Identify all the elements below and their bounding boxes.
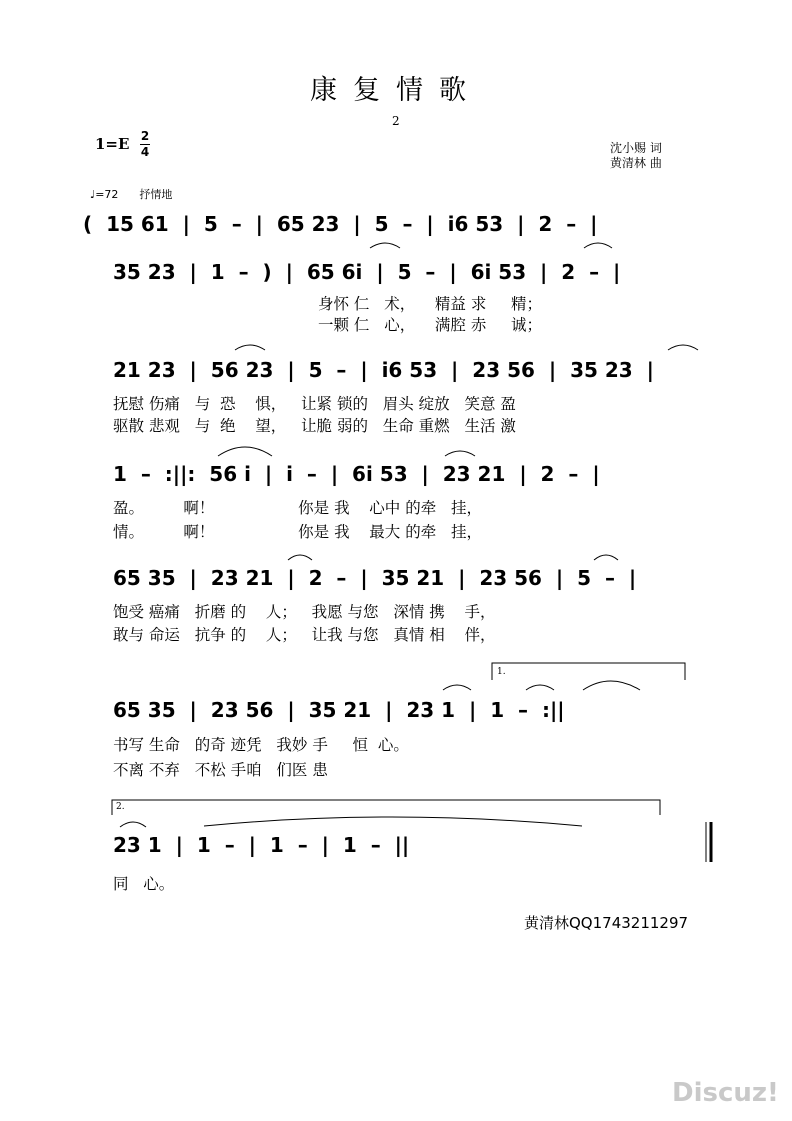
slur: [583, 681, 640, 690]
score-row-1-notes: ( 15 61 | 5 – | 65 23 | 5 – | i6 53 | 2 – |: [83, 212, 598, 236]
volta-2-label: 2.: [116, 802, 125, 812]
slur: [668, 345, 698, 350]
slur: [288, 555, 312, 560]
lyricist-credit: 沈小赐 词: [610, 141, 662, 155]
score-row-3-lyric-2: 驱散 悲观 与 绝 望， 让脆 弱的 生命 重燃 生活 激: [113, 417, 516, 435]
page-number: 2: [392, 114, 400, 128]
score-row-4-lyric-1: 盈。 啊！ 你是 我 心中 的牵 挂，: [113, 499, 483, 517]
slur: [370, 243, 400, 248]
score-row-2-notes: 35 23 | 1 – ) | 65 6i | 5 – | 6i 53 | 2 – |: [113, 260, 621, 284]
discuz-watermark: Discuz!: [672, 1078, 779, 1108]
score-row-7-lyric-1: 同 心。: [113, 875, 175, 893]
score-row-6-lyric-2: 不离 不弃 不松 手咱 们医 患: [113, 761, 328, 779]
score-row-4-lyric-2: 情。 啊！ 你是 我 最大 的牵 挂，: [113, 523, 483, 541]
key-signature: 1=E: [95, 135, 130, 153]
slur: [120, 822, 146, 827]
score-row-3-lyric-1: 抚慰 伤痛 与 恐 惧， 让紧 锁的 眉头 绽放 笑意 盈: [113, 395, 516, 413]
time-signature-bottom: 4: [140, 145, 150, 159]
composer-signature: 黄清林QQ1743211297: [524, 914, 689, 932]
score-row-3-notes: 21 23 | 56 23 | 5 – | i6 53 | 23 56 | 35 23 |: [113, 358, 654, 382]
slur: [235, 345, 265, 350]
score-row-5-lyric-1: 饱受 癌痛 折磨 的 人； 我愿 与您 深情 携 手，: [113, 603, 496, 621]
composer-credit: 黄清林 曲: [610, 156, 662, 170]
score-row-2-lyric-2: 一颗 仁 心， 满腔 赤 诚；: [318, 316, 542, 334]
slur: [584, 243, 612, 248]
tempo-value: ♩=72: [90, 188, 119, 201]
slur: [218, 447, 272, 456]
slur: [594, 555, 618, 560]
expression-marking: 抒情地: [139, 188, 173, 201]
score-row-5-notes: 65 35 | 23 21 | 2 – | 35 21 | 23 56 | 5 – |: [113, 566, 637, 590]
score-row-7-notes: 23 1 | 1 – | 1 – | 1 – ||: [113, 833, 410, 857]
volta-1-bracket: [492, 663, 685, 680]
volta-2-bracket: [112, 800, 660, 815]
score-row-6-notes: 65 35 | 23 56 | 35 21 | 23 1 | 1 – :||: [113, 698, 565, 722]
score-row-2-lyric-1: 身怀 仁 术， 精益 求 精；: [318, 295, 542, 313]
volta-1-label: 1.: [497, 667, 506, 677]
song-title: 康复情歌: [310, 75, 482, 106]
score-row-5-lyric-2: 敢与 命运 抗争 的 人； 让我 与您 真情 相 伴，: [113, 626, 496, 644]
slur: [443, 685, 471, 690]
score-row-6-lyric-1: 书写 生命 的奇 迹凭 我妙 手 恒 心。: [113, 736, 409, 754]
score-row-4-notes: 1 – :||: 56 i | i – | 6i 53 | 23 21 | 2 – |: [113, 462, 600, 486]
time-signature-top: 2: [140, 129, 150, 143]
slur: [526, 685, 554, 690]
slur: [445, 451, 475, 456]
slur: [204, 817, 582, 826]
